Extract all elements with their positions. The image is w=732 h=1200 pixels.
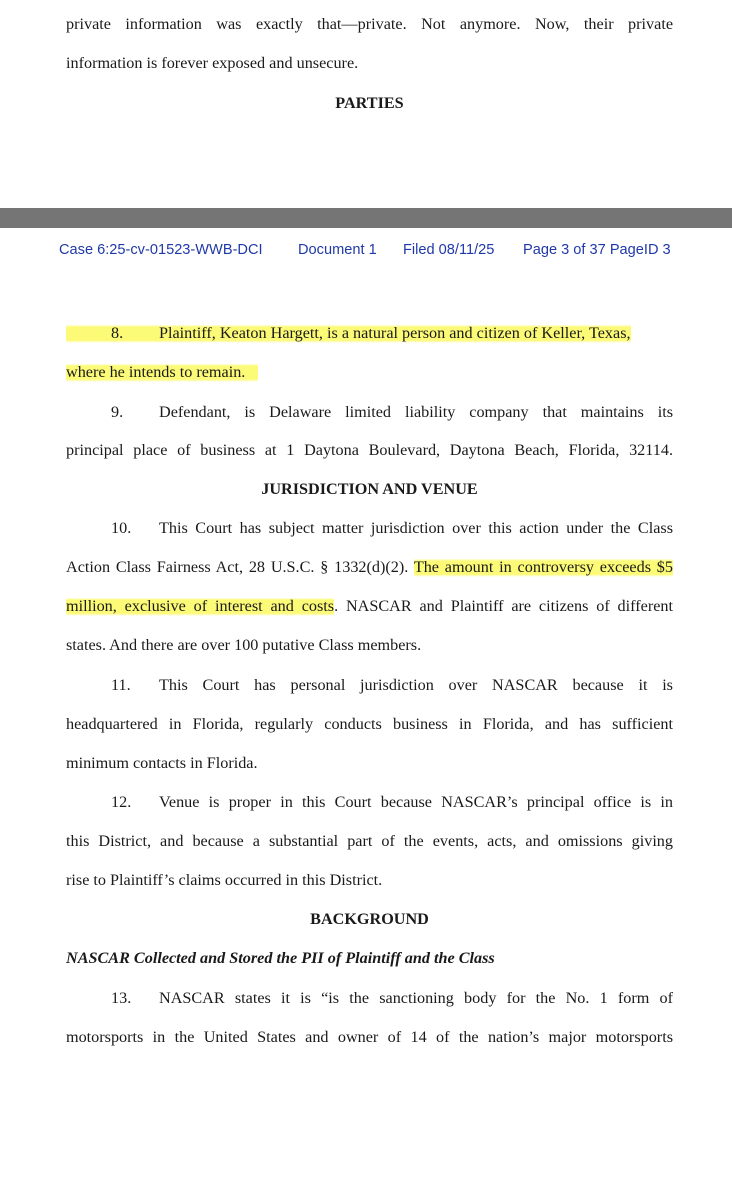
paragraph-number: 11. [111,676,131,694]
paragraph-number: 10. [111,519,132,537]
highlight: The amount in controversy exceeds $5 [413,558,673,576]
paragraph-8-line-2 [66,361,673,383]
paragraph-text: NASCAR states it is “is the sanctioning body for the No. 1 form of [159,989,673,1007]
case-number: Case 6:25-cv-01523-WWB-DCI [59,242,263,258]
page-info: Page 3 of 37 PageID 3 [523,242,671,258]
body-line: information is forever exposed and unsecure. [66,54,359,72]
paragraph-13-line-2: motorsports in the United States and owner of 14 of the nation’s major motorsports [66,1028,673,1046]
paragraph-13-line-1 [66,987,673,1009]
highlight [66,362,258,382]
paragraph-text: where he intends to remain. [66,363,246,381]
page-break-divider [0,208,732,228]
paragraph-12-line-2: this District, and because a substantial part of the events, acts, and omissions giving [66,832,673,850]
document-number: Document 1 [298,242,377,258]
paragraph-10-line-3 [66,595,673,617]
highlight [66,323,631,343]
paragraph-10-line-4: states. And there are over 100 putative Class members. [66,636,422,654]
paragraph-11-line-1 [66,674,673,696]
paragraph-11-line-2: headquartered in Florida, regularly conducts business in Florida, and has sufficient [66,715,673,733]
paragraph-number: 13. [111,989,132,1007]
highlight: million, exclusive of interest and costs [66,597,335,615]
section-heading-jurisdiction: JURISDICTION AND VENUE [261,480,478,498]
paragraph-number: 12. [111,793,132,811]
paragraph-10-line-1 [66,517,673,539]
paragraph-text: Plaintiff, Keaton Hargett, is a natural person and citizen of Keller, Texas, [159,324,631,342]
paragraph-number: 9. [111,403,124,421]
section-heading-background: BACKGROUND [310,910,429,928]
paragraph-9-line-1 [66,401,673,423]
paragraph-text: Action Class Fairness Act, 28 U.S.C. § 1332(d)(2). [66,558,414,576]
filed-date: Filed 08/11/25 [403,242,495,258]
paragraph-text: This Court has subject matter jurisdiction over this action under the Class [159,519,673,537]
case-header [0,242,732,264]
section-heading-parties: PARTIES [335,94,404,112]
paragraph-text: This Court has personal jurisdiction over NASCAR because it is [159,676,673,694]
paragraph-12-line-3: rise to Plaintiff’s claims occurred in this District. [66,871,383,889]
paragraph-9-line-2: principal place of business at 1 Daytona Boulevard, Daytona Beach, Florida, 32114. [66,441,673,459]
paragraph-text: Venue is proper in this Court because NASCAR’s principal office is in [159,793,673,811]
paragraph-text: . NASCAR and Plaintiff are citizens of different [334,597,673,615]
paragraph-text: Defendant, is Delaware limited liability company that maintains its [159,403,673,421]
paragraph-number: 8. [111,324,124,342]
subheading: NASCAR Collected and Stored the PII of Plaintiff and the Class [66,949,495,967]
body-line: private information was exactly that—private. Not anymore. Now, their private [66,15,673,33]
paragraph-10-line-2 [66,556,673,578]
paragraph-12-line-1 [66,791,673,813]
paragraph-8-line-1 [66,322,673,344]
paragraph-11-line-3: minimum contacts in Florida. [66,754,258,772]
